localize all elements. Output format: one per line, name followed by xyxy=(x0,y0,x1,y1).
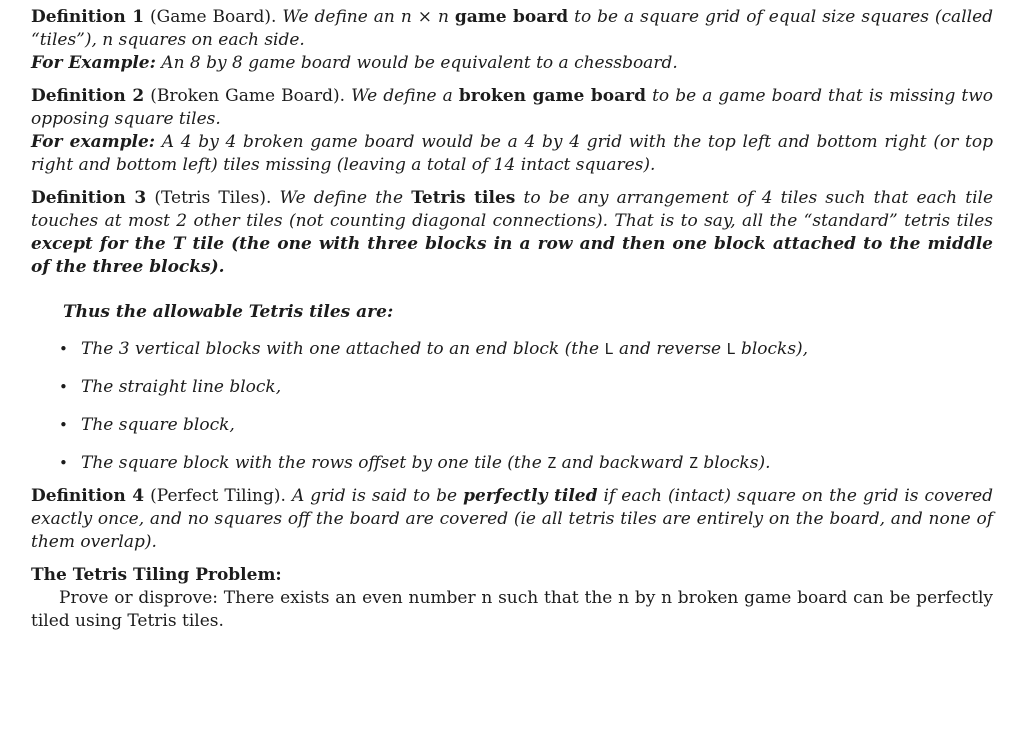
definition-3-lead: We define the xyxy=(279,188,404,208)
definition-2-term: broken game board xyxy=(458,86,646,106)
list-item-text: The straight line block, xyxy=(81,377,282,397)
definition-4 xyxy=(31,485,993,554)
definition-2-body xyxy=(31,85,993,131)
tile-letter: L xyxy=(604,340,614,358)
definition-4-body xyxy=(31,485,993,554)
list-item xyxy=(31,376,993,399)
definition-1-name: (Game Board). xyxy=(150,7,277,27)
list-item xyxy=(31,452,993,475)
list-item-text: and backward xyxy=(561,453,684,473)
definition-4-term: perfectly tiled xyxy=(463,486,598,506)
list-item xyxy=(31,414,993,437)
bullet-icon: • xyxy=(59,340,68,358)
definition-1-example-label: For Example: xyxy=(31,53,156,73)
allowable-heading-text: Thus the allowable Tetris tiles are: xyxy=(63,302,394,322)
definition-1-term: game board xyxy=(454,7,569,27)
definition-3-name: (Tetris Tiles). xyxy=(154,188,272,208)
definition-1-rest: to be a square grid of equal size squares (called “tiles”), n squares on each side. xyxy=(31,7,994,50)
definition-1-label: Definition 1 xyxy=(31,7,145,27)
definition-2-lead: We define a xyxy=(351,86,453,106)
definition-1-body xyxy=(31,6,993,52)
problem-text: Prove or disprove: There exists an even number n such that the n by n broken game board can be perfectly tiled using Tetris tiles. xyxy=(31,588,993,631)
definition-2-name: (Broken Game Board). xyxy=(150,86,345,106)
definition-1-example-text: An 8 by 8 game board would be equivalent to a chessboard. xyxy=(161,53,678,73)
definition-4-lead: A grid is said to be xyxy=(291,486,458,506)
definition-2-example xyxy=(31,131,993,177)
definition-1 xyxy=(31,6,993,75)
definition-4-name: (Perfect Tiling). xyxy=(150,486,286,506)
allowable-tiles-list xyxy=(31,338,993,475)
list-item-text: The square block with the rows offset by one tile (the xyxy=(81,453,542,473)
bullet-icon: • xyxy=(59,416,68,434)
definition-2 xyxy=(31,85,993,177)
definition-3 xyxy=(31,187,993,279)
problem-title: The Tetris Tiling Problem: xyxy=(31,565,282,585)
definition-3-term: Tetris tiles xyxy=(411,188,516,208)
definition-1-example xyxy=(31,52,993,75)
bullet-icon: • xyxy=(59,378,68,396)
definition-2-example-label: For example: xyxy=(31,132,156,152)
bullet-icon: • xyxy=(59,454,68,472)
list-item-text: The 3 vertical blocks with one attached to an end block (the xyxy=(81,339,600,359)
definition-1-lead: We define an n × n xyxy=(282,7,449,27)
tile-letter: L xyxy=(726,340,736,358)
definition-2-rest: to be a game board that is missing two opposing square tiles. xyxy=(31,86,994,129)
allowable-heading xyxy=(63,301,993,324)
list-item xyxy=(31,338,993,361)
tile-letter: Z xyxy=(547,454,557,472)
problem-section xyxy=(31,564,993,633)
definition-4-label: Definition 4 xyxy=(31,486,145,506)
list-item-text: and reverse xyxy=(618,339,722,359)
definition-3-label: Definition 3 xyxy=(31,188,147,208)
document-page xyxy=(31,6,993,633)
list-item-text: blocks). xyxy=(703,453,771,473)
definition-2-label: Definition 2 xyxy=(31,86,145,106)
list-item-text: blocks), xyxy=(740,339,809,359)
tile-letter: Z xyxy=(688,454,698,472)
definition-3-body xyxy=(31,187,993,279)
definition-3-rest: to be any arrangement of 4 tiles such that each tile touches at most 2 other tiles (not counting diagonal connections). That is to say, all the “standard” tetris tiles xyxy=(31,188,994,231)
definition-4-rest: if each (intact) square on the grid is covered exactly once, and no squares off the board are covered (ie all tetris tiles are entirely on the board, and none of them overlap). xyxy=(31,486,994,552)
definition-3-emphasis: except for the T tile (the one with three blocks in a row and then one block attached to the middle of the three blocks). xyxy=(31,234,993,277)
list-item-text: The square block, xyxy=(81,415,235,435)
definition-2-example-text: A 4 by 4 broken game board would be a 4 by 4 grid with the top left and bottom right (or top right and bottom left) tiles missing (leaving a total of 14 intact squares). xyxy=(31,132,993,175)
